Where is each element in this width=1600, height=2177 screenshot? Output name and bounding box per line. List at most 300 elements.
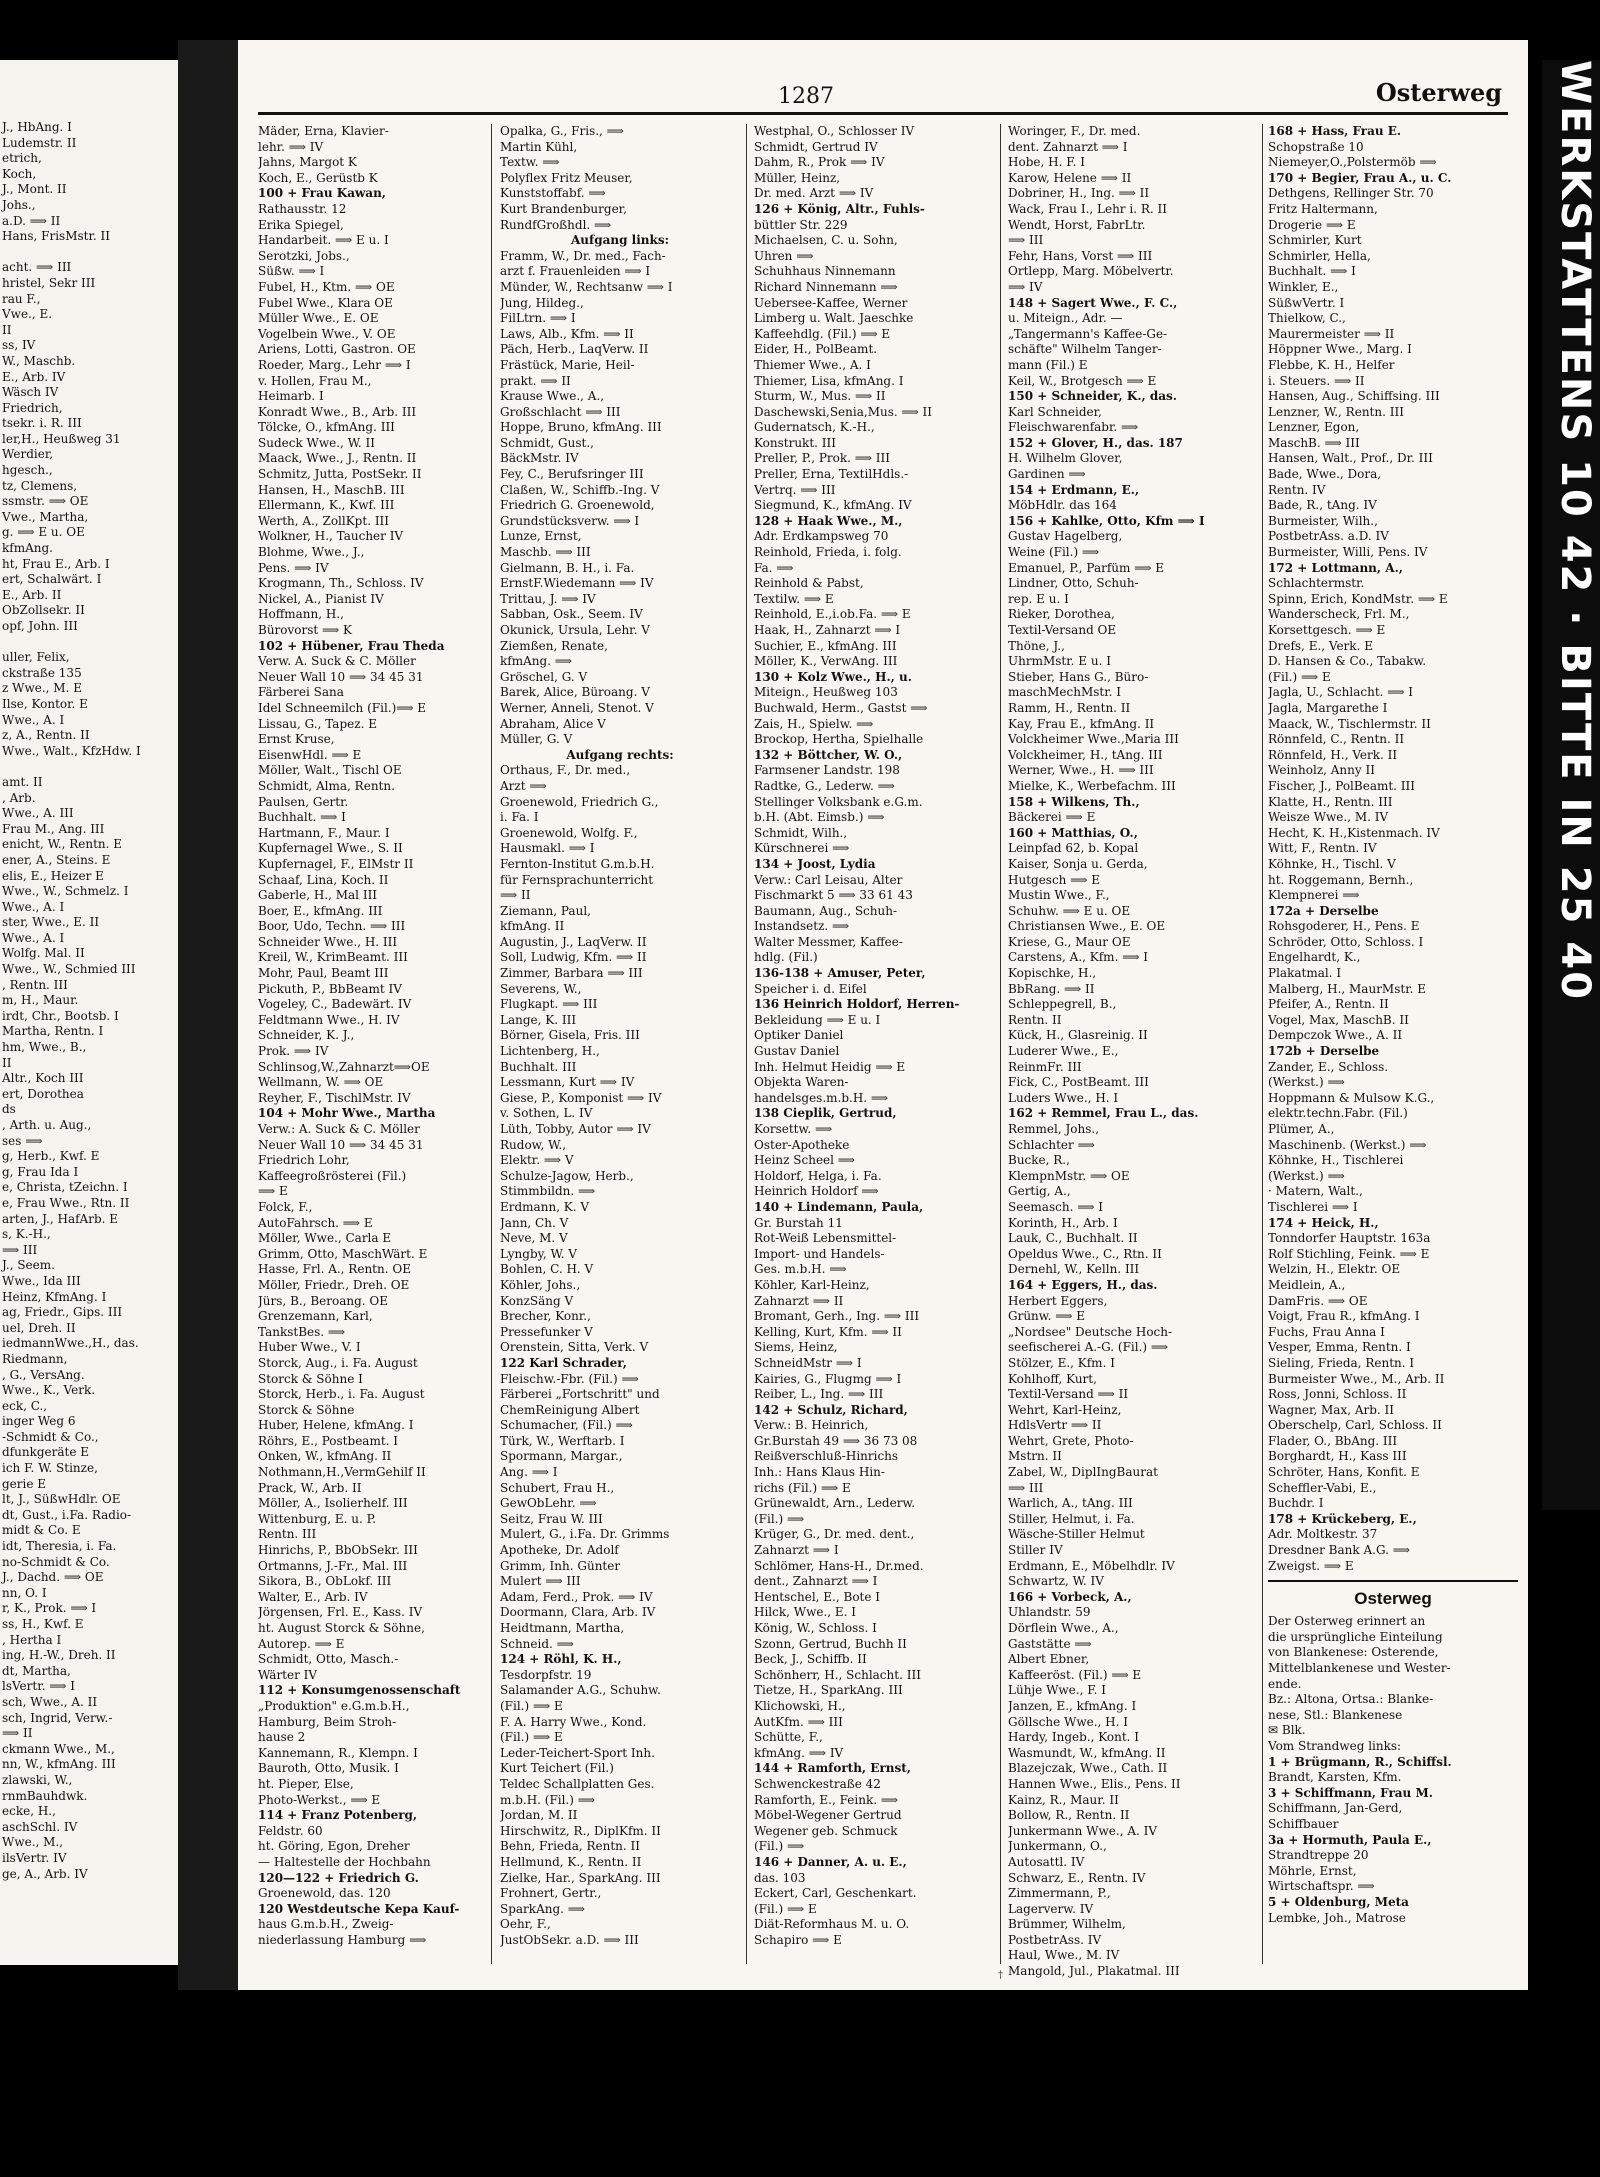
directory-entry-line: Keil, W., Brotgesch ⟹ E (1008, 373, 1157, 388)
directory-entry-line: Müller Wwe., E. OE (258, 311, 379, 326)
directory-entry-line: Szonn, Gertrud, Buchh II (754, 1636, 907, 1651)
directory-entry-line: Haak, H., Zahnarzt ⟹ I (754, 623, 901, 637)
left-page-line: eck, C., (2, 1398, 48, 1413)
directory-entry-line: Schmidt, Otto, Masch.- (258, 1652, 399, 1667)
directory-entry-line: Heimarb. I (258, 389, 324, 404)
directory-entry-line: Krause Wwe., A., (500, 389, 605, 404)
directory-entry-line: Maack, Wwe., J., Rentn. II (258, 451, 417, 466)
directory-entry-line: Färberei „Fortschritt" und (500, 1387, 660, 1402)
directory-entry-line: Lühje Wwe., F. I (1008, 1683, 1107, 1698)
directory-entry-line: Inh. Helmut Heidig ⟹ E (754, 1059, 906, 1074)
left-page-line: Vwe., Martha, (2, 509, 89, 524)
left-page-text (2, 120, 141, 1882)
left-page-line: ener, A., Steins. E (2, 852, 111, 867)
directory-entry-line: Möller, Friedr., Dreh. OE (258, 1277, 410, 1292)
directory-entry-line: Diät-Reformhaus M. u. O. (754, 1917, 910, 1932)
directory-entry-line: Textil-Versand OE (1008, 623, 1117, 637)
directory-entry-line: Jordan, M. II (500, 1808, 578, 1823)
directory-entry-line: Klichowski, H., (754, 1698, 846, 1713)
directory-entry-line: Kainz, R., Maur. II (1008, 1792, 1119, 1807)
directory-entry-line: Blohme, Wwe., J., (258, 545, 365, 560)
directory-entry-line: Storck & Söhne (258, 1402, 355, 1417)
directory-entry-line: 136 Heinrich Holdorf, Herren- (754, 997, 960, 1012)
directory-entry-line: Walter, E., Arb. IV (258, 1589, 368, 1604)
directory-entry-line: Friedrich G. Groenewold, (500, 498, 655, 513)
directory-entry-line: Meidlein, A., (1268, 1277, 1346, 1292)
directory-entry-line: Grünw. ⟹ E (1008, 1309, 1086, 1324)
directory-entry-line: Heinrich Holdorf ⟹ (754, 1184, 879, 1199)
left-page-line: ckmann Wwe., M., (2, 1741, 115, 1756)
directory-entry-line: Fick, C., PostBeamt. III (1008, 1075, 1149, 1090)
directory-entry-line: „Tangermann's Kaffee-Ge- (1008, 326, 1168, 341)
column-1 (258, 124, 483, 1948)
column-5 (1268, 124, 1518, 1926)
directory-entry-line: ende. (1268, 1676, 1302, 1691)
left-page-line: elis, E., Heizer E (2, 868, 104, 883)
directory-entry-line: Ang. ⟹ I (500, 1465, 558, 1480)
directory-entry-line: prakt. ⟹ II (500, 373, 571, 388)
directory-entry-line: Gardinen ⟹ (1008, 467, 1086, 482)
directory-entry-line: Kannemann, R., Klempn. I (258, 1745, 418, 1760)
directory-entry-line: Handarbeit. ⟹ E u. I (258, 233, 389, 248)
directory-entry-line: ⟹ II (500, 888, 531, 903)
directory-entry-line: Miteign., Heußweg 103 (754, 685, 898, 700)
directory-entry-line: Dernehl, W., Kelln. III (1008, 1262, 1140, 1277)
directory-entry-line: Kupfernagel Wwe., S. II (258, 841, 403, 856)
directory-entry-line: Schlömer, Hans-H., Dr.med. (754, 1558, 924, 1573)
directory-entry-line: Tesdorpfstr. 19 (500, 1667, 592, 1682)
directory-entry-line: Volckheimer, H., tAng. III (1008, 747, 1163, 762)
directory-entry-line: Rentn. IV (1268, 482, 1326, 497)
directory-entry-line: Thiemer Wwe., A. I (754, 357, 871, 372)
directory-entry-line: Klatte, H., Rentn. III (1268, 794, 1393, 809)
directory-entry-line: AutKfm. ⟹ III (754, 1714, 843, 1729)
directory-entry-line: Junkermann Wwe., A. IV (1008, 1823, 1158, 1838)
directory-entry-line: Möbel-Wegener Gertrud (754, 1808, 902, 1823)
directory-entry-line: dent. Zahnarzt ⟹ I (1008, 139, 1128, 154)
left-page-line: -Schmidt & Co., (2, 1429, 99, 1444)
directory-entry-line: Nothmann,H.,VermGehilf II (258, 1465, 426, 1480)
directory-entry-line: Ramm, H., Rentn. II (1008, 700, 1131, 715)
directory-entry-line: Konstrukt. III (754, 435, 836, 450)
directory-entry-line: 128 + Haak Wwe., M., (754, 513, 903, 528)
directory-entry-line: ⟹ E (258, 1184, 288, 1199)
directory-entry-line: Schiffmann, Jan-Gerd, (1268, 1801, 1403, 1816)
left-page-line: ss, IV (2, 338, 36, 353)
directory-entry-line: 142 + Schulz, Richard, (754, 1402, 908, 1417)
directory-entry-line: Köhler, Karl-Heinz, (754, 1277, 870, 1292)
directory-entry-line: Türk, W., Werftarb. I (500, 1433, 625, 1448)
directory-entry-line: Autosattl. IV (1008, 1854, 1085, 1869)
directory-entry-line: Fischmarkt 5 ⟹ 33 61 43 (754, 888, 913, 903)
directory-entry-line: Lenzner, W., Rentn. III (1268, 404, 1404, 419)
directory-entry-line: Fubel, H., Ktm. ⟹ OE (258, 279, 395, 294)
directory-entry-line: Stieber, Hans G., Büro- (1008, 669, 1149, 684)
directory-entry-line: Korinth, H., Arb. I (1008, 1215, 1118, 1230)
left-page-line: opf, John. III (2, 619, 78, 633)
directory-entry-line: Groenewold, das. 120 (258, 1886, 391, 1901)
directory-entry-line: Kurt Brandenburger, (500, 201, 627, 216)
directory-entry-line: Blazejczak, Wwe., Cath. II (1008, 1761, 1168, 1776)
directory-entry-line: 136-138 + Amuser, Peter, (754, 966, 926, 981)
directory-entry-line: Sikora, B., ObLokf. III (258, 1574, 392, 1589)
directory-entry-line: Opeldus Wwe., C., Rtn. II (1008, 1246, 1162, 1261)
directory-entry-line: Folck, F., (258, 1199, 313, 1214)
directory-entry-line: Speicher i. d. Eifel (754, 981, 867, 996)
left-page-line: ert, Schalwärt. I (2, 572, 102, 587)
directory-entry-line: Gaberle, H., Mal III (258, 888, 378, 903)
directory-entry-line: Jahns, Margot K (258, 155, 357, 170)
directory-entry-line: Großschlacht ⟹ III (500, 404, 621, 419)
directory-entry-line: Schlachtermstr. (1268, 576, 1365, 591)
directory-entry-line: Koch, E., Gerüstb K (258, 170, 378, 185)
directory-entry-line: Framm, W., Dr. med., Fach- (500, 248, 666, 263)
directory-entry-line: Luders Wwe., H. I (1008, 1090, 1119, 1105)
directory-entry-line: Ortmanns, J.-Fr., Mal. III (258, 1558, 408, 1573)
directory-entry-line: Wendt, Horst, FabrLtr. (1008, 217, 1146, 232)
directory-entry-line: 140 + Lindemann, Paula, (754, 1199, 924, 1214)
directory-entry-line: D. Hansen & Co., Tabakw. (1268, 654, 1427, 669)
directory-entry-line: Lembke, Joh., Matrose (1268, 1910, 1406, 1925)
directory-entry-line: Grenzemann, Karl, (258, 1309, 373, 1324)
directory-entry-line: Plümer, A., (1268, 1122, 1335, 1136)
directory-entry-line: Zahnarzt ⟹ I (754, 1543, 839, 1558)
directory-entry-line: Storck, Aug., i. Fa. August (258, 1355, 418, 1370)
directory-entry-line: Thielkow, C., (1268, 311, 1346, 326)
directory-entry-line: Buchhalt. ⟹ I (258, 810, 346, 825)
directory-entry-line: Warlich, A., tAng. III (1008, 1496, 1133, 1511)
directory-entry-line: (Fil.) ⟹ E (500, 1698, 563, 1713)
directory-entry-line: Fischer, J., PolBeamt. III (1268, 778, 1416, 793)
directory-entry-line: Schapiro ⟹ E (754, 1932, 842, 1947)
directory-entry-line: Gaststätte ⟹ (1008, 1636, 1092, 1651)
directory-entry-line: Oster-Apotheke (754, 1137, 850, 1152)
directory-entry-line: Spormann, Margar., (500, 1449, 623, 1464)
directory-entry-line: 178 + Krückeberg, E., (1268, 1511, 1417, 1526)
directory-entry-line: „Produktion" e.G.m.b.H., (258, 1698, 410, 1713)
directory-entry-line: Baumann, Aug., Schuh- (754, 903, 898, 918)
directory-entry-line: die ursprüngliche Einteilung (1268, 1629, 1443, 1644)
directory-entry-line: Dempczok Wwe., A. II (1268, 1028, 1403, 1043)
directory-entry-line: Arzt ⟹ (500, 778, 547, 793)
directory-entry-line: Zimmermann, P., (1008, 1886, 1111, 1901)
directory-entry-line: hdlg. (Fil.) (754, 950, 818, 965)
left-page-line (2, 759, 141, 775)
directory-entry-line: Instandsetz. ⟹ (754, 919, 850, 934)
directory-entry-line: Textw. ⟹ (500, 155, 560, 170)
directory-entry-line: Soll, Ludwig, Kfm. ⟹ II (500, 950, 647, 965)
directory-page (238, 40, 1528, 1990)
directory-entry-line: Zahnarzt ⟹ II (754, 1293, 844, 1308)
left-page-line: hm, Wwe., B., (2, 1040, 87, 1055)
directory-entry-line: Krogmann, Th., Schloss. IV (258, 576, 424, 591)
left-page-line: g. ⟹ E u. OE (2, 525, 85, 540)
left-page-line: ObZollsekr. II (2, 603, 85, 618)
directory-entry-line: Mielke, K., Werbefachm. III (1008, 778, 1176, 793)
directory-entry-line: Kaiser, Sonja u. Gerda, (1008, 856, 1148, 871)
directory-entry-line: Kunststoffabf. ⟹ (500, 186, 606, 201)
directory-entry-line: Photo-Werkst., ⟹ E (258, 1792, 381, 1807)
directory-entry-line: Kay, Frau E., kfmAng. II (1008, 716, 1155, 731)
directory-entry-line: Stiller IV (1008, 1543, 1063, 1558)
directory-entry-line: Orenstein, Sitta, Verk. V (500, 1340, 649, 1355)
directory-entry-line: TankstBes. ⟹ (258, 1324, 346, 1339)
directory-entry-line: Drogerie ⟹ E (1268, 217, 1356, 232)
directory-entry-line: 120—122 + Friedrich G. (258, 1870, 419, 1885)
directory-entry-line: arzt f. Frauenleiden ⟹ I (500, 264, 651, 279)
directory-entry-line: KlempnMstr. ⟹ OE (1008, 1168, 1130, 1183)
directory-entry-line: SparkAng. ⟹ (500, 1901, 585, 1916)
directory-entry-line: Bromant, Gerh., Ing. ⟹ III (754, 1309, 920, 1324)
directory-entry-line: 156 + Kahlke, Otto, Kfm ⟹ I (1008, 513, 1205, 528)
directory-entry-line: Ross, Jonni, Schloss. II (1268, 1387, 1407, 1402)
column-divider (1262, 124, 1263, 1964)
directory-entry-line: Maschinenb. (Werkst.) ⟹ (1268, 1137, 1427, 1152)
left-page-line: Wwe., W., Schmelz. I (2, 884, 129, 899)
directory-entry-line: Apotheke, Dr. Adolf (500, 1543, 619, 1558)
directory-entry-line: Rentn. III (258, 1527, 317, 1542)
directory-entry-line: Borghardt, H., Kass III (1268, 1449, 1407, 1464)
directory-entry-line: Brecher, Konr., (500, 1309, 591, 1324)
directory-entry-line: Höppner Wwe., Marg. I (1268, 342, 1412, 357)
directory-entry-line: Seemasch. ⟹ I (1008, 1199, 1103, 1214)
directory-entry-line: Hoffmann, H., (258, 607, 344, 622)
directory-entry-line: 102 + Hübener, Frau Theda (258, 638, 445, 653)
directory-entry-line: kfmAng. II (500, 919, 565, 934)
directory-entry-line: Kaffeeröst. (Fil.) ⟹ E (1008, 1667, 1142, 1682)
directory-entry-line: Gielmann, B. H., i. Fa. (500, 560, 635, 575)
directory-entry-line: Bollow, R., Rentn. II (1008, 1808, 1130, 1823)
directory-entry-line: Martin Kühl, (500, 139, 578, 154)
directory-entry-line: 120 Westdeutsche Kepa Kauf- (258, 1901, 460, 1916)
directory-entry-line: Textilw. ⟹ E (754, 591, 834, 606)
left-page-line: Wwe., Ida III (2, 1273, 81, 1288)
left-page-line: II (2, 1055, 12, 1070)
directory-entry-line: Wanderscheck, Frl. M., (1268, 607, 1410, 622)
left-page-line: dt, Gust., i.Fa. Radio- (2, 1507, 132, 1522)
directory-entry-line: Import- und Handels- (754, 1246, 885, 1261)
directory-entry-line: m.b.H. (Fil.) ⟹ (500, 1792, 595, 1807)
directory-entry-line: hause 2 (258, 1730, 306, 1745)
directory-entry-line: Doormann, Clara, Arb. IV (500, 1605, 656, 1620)
directory-entry-line: Preller, Erna, TextilHdls.- (754, 467, 909, 482)
left-page-line: Vwe., E. (2, 307, 53, 322)
directory-entry-line: Buchwald, Herm., Gastst ⟹ (754, 700, 928, 715)
left-page-line: ⟹ II (2, 1726, 33, 1741)
directory-entry-line: Dethgens, Rellinger Str. 70 (1268, 186, 1434, 201)
directory-entry-line: Feldtmann Wwe., H. IV (258, 1012, 400, 1027)
left-page-line: E., Arb. II (2, 587, 62, 602)
left-page-line: Wwe., A. I (2, 930, 65, 945)
directory-entry-line: Neuer Wall 10 ⟹ 34 45 31 (258, 669, 424, 684)
directory-entry-line: Beck, J., Schiffb. II (754, 1652, 867, 1667)
directory-entry-line: Richard Ninnemann ⟹ (754, 279, 898, 294)
directory-entry-line: ⟹ III (1008, 233, 1044, 248)
directory-entry-line: MaschB. ⟹ III (1268, 435, 1360, 450)
left-page-line: Wäsch IV (2, 385, 59, 400)
directory-entry-line: Hasse, Frl. A., Rentn. OE (258, 1262, 411, 1277)
directory-entry-line: Malberg, H., MaurMstr. E (1268, 981, 1426, 996)
section-rule (1268, 1580, 1518, 1582)
directory-entry-line: maschMechMstr. I (1008, 685, 1122, 700)
directory-entry-line: 158 + Wilkens, Th., (1008, 794, 1140, 809)
left-page-line: z, A., Rentn. II (2, 728, 90, 743)
directory-entry-line: 104 + Mohr Wwe., Martha (258, 1106, 436, 1121)
directory-entry-line: Fa. ⟹ (754, 560, 794, 575)
directory-entry-line: 164 + Eggers, H., das. (1008, 1277, 1158, 1292)
directory-entry-line: v. Hollen, Frau M., (258, 373, 372, 388)
directory-entry-line: Werner, Anneli, Stenot. V (500, 700, 654, 715)
directory-entry-line: Karl Schneider, (1008, 404, 1102, 419)
directory-entry-line: 112 + Konsumgenossenschaft (258, 1683, 461, 1698)
directory-entry-line: Vogel, Max, MaschB. II (1268, 1012, 1409, 1027)
directory-entry-line: Frästück, Marie, Heil- (500, 357, 635, 372)
left-page-line: dfunkgeräte E (2, 1445, 90, 1460)
directory-entry-line: Huber, Helene, kfmAng. I (258, 1418, 414, 1433)
left-page-line: s, K.-H., (2, 1227, 51, 1242)
directory-entry-line: Bauroth, Otto, Musik. I (258, 1761, 399, 1776)
directory-entry-line: Verw.: B. Heinrich, (754, 1418, 869, 1433)
left-page-line: rnmBauhdwk. (2, 1788, 88, 1803)
directory-entry-line: Lenzner, Egon, (1268, 420, 1360, 435)
directory-entry-line: Ziemßen, Renate, (500, 638, 608, 653)
directory-entry-line: Winkler, E., (1268, 279, 1339, 294)
left-page-line: irdt, Chr., Bootsb. I (2, 1008, 119, 1023)
directory-entry-line: Remmel, Johs., (1008, 1122, 1100, 1136)
directory-entry-line: Schuhhaus Ninnemann (754, 264, 896, 279)
directory-entry-line: Stiller, Helmut, i. Fa. (1008, 1511, 1135, 1526)
left-page-line: gerie E (2, 1476, 47, 1491)
directory-entry-line: · Matern, Walt., (1268, 1184, 1363, 1199)
directory-entry-line: EisenwHdl. ⟹ E (258, 747, 362, 762)
directory-entry-line: SüßwVertr. I (1268, 295, 1345, 310)
directory-entry-line: 172 + Lottmann, A., (1268, 560, 1403, 575)
left-page-line: tsekr. i. R. III (2, 416, 82, 431)
directory-entry-line: Weinholz, Anny II (1268, 763, 1375, 778)
directory-entry-line: handelsges.m.b.H. ⟹ (754, 1090, 889, 1105)
directory-entry-line: Gustav Daniel (754, 1044, 840, 1059)
directory-entry-line: Mustin Wwe., F., (1008, 888, 1110, 903)
directory-entry-line: 130 + Kolz Wwe., H., u. (754, 669, 912, 684)
directory-entry-line: Luderer Wwe., E., (1008, 1044, 1119, 1059)
left-page-line: e, Frau Wwe., Rtn. II (2, 1195, 130, 1210)
directory-entry-line: Fubel Wwe., Klara OE (258, 295, 393, 310)
directory-entry-line: Vertrq. ⟹ III (754, 482, 836, 497)
directory-entry-line: Münder, W., Rechtsanw ⟹ I (500, 279, 673, 294)
directory-entry-line: Prok. ⟹ IV (258, 1044, 329, 1059)
directory-entry-line: Ortlepp, Marg. Möbelvertr. (1008, 264, 1174, 279)
left-page-line: Ilse, Kontor. E (2, 696, 88, 711)
column-2 (500, 124, 740, 1948)
directory-entry-line: MöbHdlr. das 164 (1008, 498, 1117, 513)
directory-entry-line: Gr.Burstah 49 ⟹ 36 73 08 (754, 1433, 918, 1448)
left-page-line: ster, Wwe., E. II (2, 915, 100, 930)
directory-entry-line: Hannen Wwe., Elis., Pens. II (1008, 1776, 1181, 1791)
directory-entry-line: Hardy, Ingeb., Kont. I (1008, 1730, 1140, 1745)
directory-entry-line: Adr. Erdkampsweg 70 (754, 529, 889, 544)
left-page-line: dt, Martha, (2, 1663, 71, 1678)
left-page-line: Frau M., Ang. III (2, 821, 105, 836)
directory-entry-line: seefischerei A.-G. (Fil.) ⟹ (1008, 1340, 1169, 1355)
directory-entry-line: Rohsgoderer, H., Pens. E (1268, 919, 1420, 934)
directory-entry-line: Wack, Frau I., Lehr i. R. II (1008, 201, 1167, 216)
directory-entry-line: Köhnke, H., Tischlerei (1268, 1153, 1404, 1168)
directory-entry-line: Erdmann, E., Möbelhdlr. IV (1008, 1558, 1175, 1573)
directory-entry-line: Herbert Eggers, (1008, 1293, 1108, 1308)
directory-entry-line: Hutgesch ⟹ E (1008, 872, 1100, 887)
directory-entry-line: F. A. Harry Wwe., Kond. (500, 1714, 647, 1729)
left-page-line: , Arb. (2, 790, 36, 805)
directory-entry-line: „Nordsee" Deutsche Hoch- (1008, 1324, 1173, 1339)
directory-entry-line: Flugkapt. ⟹ III (500, 997, 598, 1012)
directory-entry-line: 114 + Franz Potenberg, (258, 1808, 418, 1823)
directory-entry-line: Wärter IV (258, 1667, 318, 1682)
directory-entry-line: Möller, K., VerwAng. III (754, 654, 898, 669)
directory-entry-line: ht. Göring, Egon, Dreher (258, 1839, 410, 1854)
left-page-line: ing, H.-W., Dreh. II (2, 1648, 116, 1663)
directory-entry-line: für Fernsprachunterricht (500, 872, 654, 887)
directory-entry-line: Maschb. ⟹ III (500, 545, 591, 560)
left-page-line: acht. ⟹ III (2, 260, 72, 275)
directory-entry-line: Ramforth, E., Feink. ⟹ (754, 1792, 899, 1807)
directory-entry-line: Zimmer, Barbara ⟹ III (500, 966, 643, 981)
left-page-line: ssmstr. ⟹ OE (2, 494, 89, 509)
directory-entry-line: Aufgang links: (571, 233, 669, 248)
directory-entry-line: Jagla, U., Schlacht. ⟹ I (1268, 685, 1414, 700)
directory-entry-line: Inh.: Hans Klaus Hin- (754, 1465, 885, 1480)
directory-entry-line: rep. E u. I (1008, 591, 1069, 606)
directory-entry-line: Uhren ⟹ (754, 248, 814, 263)
directory-entry-line: Mäder, Erna, Klavier- (258, 124, 389, 138)
directory-entry-line: Schröder, Otto, Schloss. I (1268, 934, 1424, 949)
directory-entry-line: Gröschel, G. V (500, 669, 588, 684)
left-page-line: nn, W., kfmAng. III (2, 1757, 116, 1772)
left-page-line: Wolfg. Mal. II (2, 946, 85, 961)
directory-entry-line: Severens, W., (500, 981, 582, 996)
directory-entry-line: Walter Messmer, Kaffee- (754, 934, 903, 949)
directory-entry-line: Wirtschaftspr. ⟹ (1268, 1879, 1375, 1894)
directory-entry-line: Schneider Wwe., H. III (258, 934, 398, 949)
directory-entry-line: Hellmund, K., Rentn. II (500, 1854, 642, 1869)
directory-entry-line: Lichtenberg, H., (500, 1044, 600, 1059)
directory-entry-line: 168 + Hass, Frau E. (1268, 124, 1402, 138)
directory-entry-line: Reinhold & Pabst, (754, 576, 864, 591)
directory-entry-line: Fleischwarenfabr. ⟹ (1008, 420, 1139, 435)
directory-entry-line: Schmirler, Kurt (1268, 233, 1362, 248)
directory-entry-line: Korsettgesch. ⟹ E (1268, 623, 1386, 637)
left-page-line: arten, J., HafArb. E (2, 1211, 119, 1226)
directory-entry-line: Suchier, E., kfmAng. III (754, 638, 897, 653)
directory-entry-line: Schwenckestraße 42 (754, 1776, 881, 1791)
directory-entry-line: Reinhold, E.,i.ob.Fa. ⟹ E (754, 607, 911, 622)
directory-entry-line: ⟹ IV (1008, 279, 1043, 294)
directory-entry-line: H. Wilhelm Glover, (1008, 451, 1123, 466)
directory-entry-line: Schwarz, E., Rentn. IV (1008, 1870, 1146, 1885)
directory-entry-line: Lessmann, Kurt ⟹ IV (500, 1075, 635, 1090)
directory-entry-line: Zander, E., Schloss. (1268, 1059, 1389, 1074)
footer-mark: † (998, 1970, 1003, 1981)
directory-entry-line: Jörgensen, Frl. E., Kass. IV (258, 1605, 423, 1620)
left-page-line: Wwe., Walt., KfzHdw. I (2, 743, 141, 758)
directory-entry-line: Schmitz, Jutta, PostSekr. II (258, 467, 422, 482)
directory-entry-line: Pressefunker V (500, 1324, 593, 1339)
directory-entry-line: Sabban, Osk., Seem. IV (500, 607, 643, 622)
directory-entry-line: — Haltestelle der Hochbahn (258, 1854, 431, 1869)
left-page-line: ilsVertr. IV (2, 1850, 67, 1865)
directory-entry-line: Schmidt, Alma, Rentn. (258, 778, 395, 793)
directory-entry-line: Buchhalt. ⟹ I (1268, 264, 1356, 279)
directory-entry-line: Köhnke, H., Tischl. V (1268, 856, 1396, 871)
